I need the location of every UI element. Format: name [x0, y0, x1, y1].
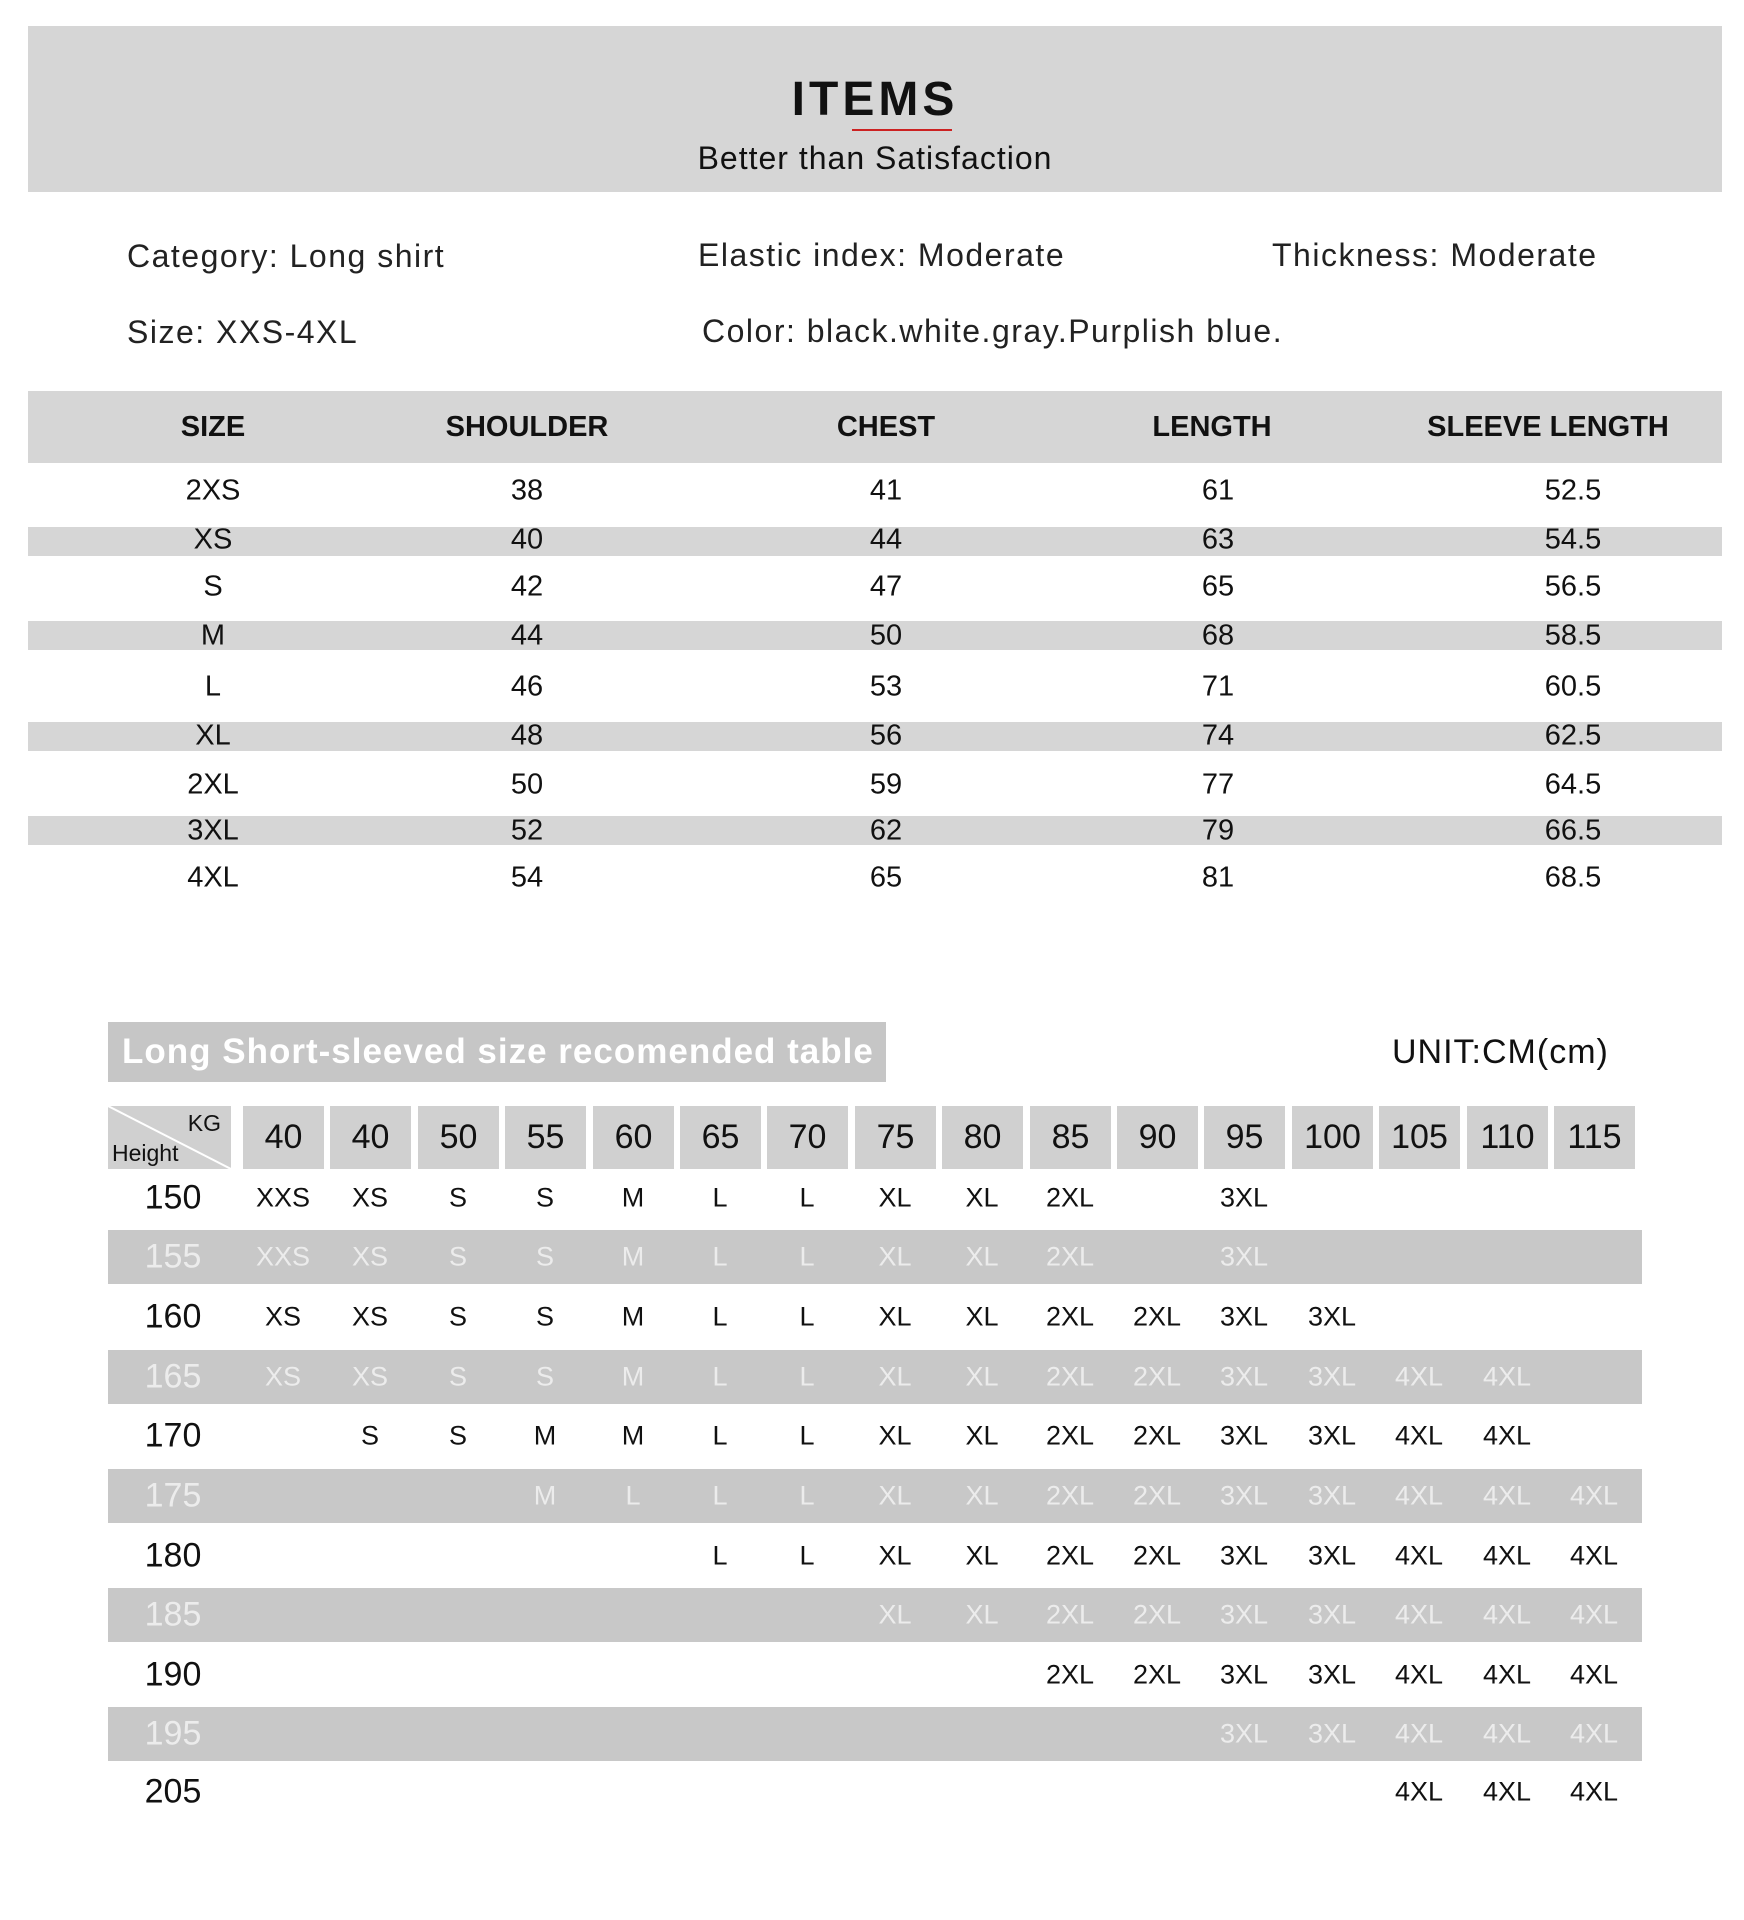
recommended-size-cell: XL — [878, 1480, 912, 1511]
recommended-size-cell: S — [448, 1420, 468, 1451]
recommend-table-title: Long Short-sleeved size recomended table — [122, 1032, 874, 1071]
recommended-size-cell: XL — [965, 1599, 999, 1630]
recommended-size-cell: 4XL — [1394, 1599, 1444, 1630]
measurement-cell: 52 — [510, 814, 544, 847]
recommended-size-cell: 3XL — [1307, 1659, 1357, 1690]
recommended-size-cell: 3XL — [1219, 1480, 1269, 1511]
recommended-size-cell: S — [535, 1241, 555, 1272]
recommended-size-cell: XL — [878, 1241, 912, 1272]
weight-header-cell: 105 — [1379, 1106, 1460, 1169]
measurement-cell: 65 — [1201, 570, 1235, 603]
column-header-length: LENGTH — [1152, 411, 1272, 443]
recommended-size-cell: 4XL — [1394, 1361, 1444, 1392]
recommended-size-cell: 2XL — [1045, 1301, 1095, 1332]
recommended-size-cell: XS — [351, 1241, 389, 1272]
measurement-cell: 71 — [1201, 670, 1235, 703]
recommended-size-cell: 4XL — [1482, 1420, 1532, 1451]
recommended-size-cell: L — [625, 1480, 641, 1511]
recommended-size-cell: 3XL — [1219, 1182, 1269, 1213]
recommended-size-cell: 3XL — [1307, 1599, 1357, 1630]
recommended-size-cell: XL — [878, 1301, 912, 1332]
recommended-size-cell: L — [799, 1420, 815, 1451]
recommended-size-cell: XS — [351, 1361, 389, 1392]
recommended-size-cell: 4XL — [1569, 1776, 1619, 1807]
recommended-size-cell: 3XL — [1307, 1301, 1357, 1332]
weight-header-cell: 85 — [1030, 1106, 1111, 1169]
measurement-cell: 59 — [869, 768, 903, 801]
weight-header-cell: 60 — [593, 1106, 674, 1169]
size-label-cell: 4XL — [187, 861, 239, 894]
height-label-cell: 195 — [144, 1714, 202, 1753]
recommended-size-cell: XL — [965, 1241, 999, 1272]
measurement-cell: 68.5 — [1544, 861, 1602, 894]
measurement-cell: 44 — [510, 619, 544, 652]
recommended-size-cell: 3XL — [1307, 1480, 1357, 1511]
measurement-cell: 41 — [869, 474, 903, 507]
recommended-size-cell: 4XL — [1482, 1480, 1532, 1511]
recommended-size-cell: XL — [965, 1301, 999, 1332]
recommended-size-cell: 4XL — [1482, 1659, 1532, 1690]
recommended-size-cell: L — [712, 1301, 728, 1332]
recommended-size-cell: 4XL — [1394, 1659, 1444, 1690]
measurement-cell: 46 — [510, 670, 544, 703]
measurement-cell: 50 — [869, 619, 903, 652]
unit-label: UNIT:CM(cm) — [1392, 1033, 1609, 1071]
recommended-size-cell: 4XL — [1394, 1420, 1444, 1451]
measurement-cell: 47 — [869, 570, 903, 603]
measurement-cell: 56.5 — [1544, 570, 1602, 603]
weight-header-cell: 55 — [505, 1106, 586, 1169]
recommended-size-cell: L — [712, 1420, 728, 1451]
header-banner — [28, 26, 1722, 192]
recommended-size-cell: 2XL — [1045, 1420, 1095, 1451]
recommended-size-cell: S — [448, 1301, 468, 1332]
recommended-size-cell: S — [535, 1361, 555, 1392]
weight-header-cell: 100 — [1292, 1106, 1373, 1169]
recommended-size-cell: 3XL — [1219, 1420, 1269, 1451]
recommended-size-cell: 3XL — [1219, 1301, 1269, 1332]
recommended-size-cell: M — [621, 1420, 645, 1451]
measurement-cell: 38 — [510, 474, 544, 507]
table-row-stripe — [108, 1230, 1642, 1284]
recommended-size-cell: 2XL — [1132, 1659, 1182, 1690]
recommended-size-cell: 4XL — [1394, 1776, 1444, 1807]
recommend-table-title-tag — [108, 1022, 886, 1082]
recommended-size-cell: L — [799, 1182, 815, 1213]
recommended-size-cell: XS — [264, 1361, 302, 1392]
weight-header-cell: 70 — [767, 1106, 848, 1169]
recommended-size-cell: XL — [878, 1182, 912, 1213]
recommended-size-cell: XL — [965, 1420, 999, 1451]
title-underline — [852, 129, 952, 131]
corner-height-label: Height — [112, 1140, 179, 1166]
measurement-cell: 50 — [510, 768, 544, 801]
size-label-cell: M — [200, 619, 226, 652]
height-label-cell: 175 — [144, 1476, 202, 1515]
measurement-cell: 64.5 — [1544, 768, 1602, 801]
recommended-size-cell: 2XL — [1045, 1182, 1095, 1213]
column-header-sleeve-length: SLEEVE LENGTH — [1427, 411, 1669, 443]
recommended-size-cell: L — [799, 1241, 815, 1272]
recommended-size-cell: 3XL — [1219, 1361, 1269, 1392]
recommended-size-cell: 4XL — [1569, 1599, 1619, 1630]
measurement-cell: 44 — [869, 523, 903, 556]
measurement-cell: 52.5 — [1544, 474, 1602, 507]
measurement-cell: 62 — [869, 814, 903, 847]
recommended-size-cell: 4XL — [1569, 1659, 1619, 1690]
recommended-size-cell: 4XL — [1482, 1599, 1532, 1630]
recommended-size-cell: L — [712, 1241, 728, 1272]
height-label-cell: 170 — [144, 1416, 202, 1455]
recommended-size-cell: 2XL — [1132, 1480, 1182, 1511]
measurement-cell: 54 — [510, 861, 544, 894]
measurement-cell: 68 — [1201, 619, 1235, 652]
recommended-size-cell: L — [712, 1480, 728, 1511]
recommended-size-cell: 2XL — [1132, 1599, 1182, 1630]
recommended-size-cell: 2XL — [1045, 1361, 1095, 1392]
weight-header-cell: 75 — [855, 1106, 936, 1169]
measurement-cell: 66.5 — [1544, 814, 1602, 847]
measurement-cell: 65 — [869, 861, 903, 894]
recommended-size-cell: 4XL — [1394, 1718, 1444, 1749]
recommended-size-cell: 3XL — [1219, 1659, 1269, 1690]
measurement-cell: 61 — [1201, 474, 1235, 507]
recommended-size-cell: 4XL — [1394, 1540, 1444, 1571]
recommended-size-cell: M — [621, 1182, 645, 1213]
recommended-size-cell: XL — [878, 1599, 912, 1630]
recommended-size-cell: S — [448, 1241, 468, 1272]
recommended-size-cell: M — [621, 1361, 645, 1392]
recommended-size-cell: 3XL — [1219, 1599, 1269, 1630]
recommended-size-cell: 3XL — [1219, 1241, 1269, 1272]
measurement-cell: 74 — [1201, 719, 1235, 752]
recommended-size-cell: 2XL — [1132, 1301, 1182, 1332]
recommended-size-cell: L — [712, 1182, 728, 1213]
recommended-size-cell: L — [712, 1361, 728, 1392]
measurement-cell: 79 — [1201, 814, 1235, 847]
recommended-size-cell: XL — [965, 1182, 999, 1213]
recommended-size-cell: 2XL — [1132, 1540, 1182, 1571]
recommended-size-cell: L — [799, 1480, 815, 1511]
column-header-chest: CHEST — [836, 411, 936, 443]
weight-header-cell: 110 — [1467, 1106, 1548, 1169]
weight-header-cell: 65 — [680, 1106, 761, 1169]
recommended-size-cell: 4XL — [1569, 1540, 1619, 1571]
recommended-size-cell: 3XL — [1307, 1420, 1357, 1451]
corner-kg-label: KG — [187, 1110, 221, 1136]
weight-header-cell: 95 — [1204, 1106, 1285, 1169]
recommended-size-cell: 4XL — [1569, 1480, 1619, 1511]
size-label-cell: 2XS — [185, 474, 241, 507]
recommended-size-cell: XXS — [255, 1182, 311, 1213]
weight-header-cell: 80 — [942, 1106, 1023, 1169]
recommended-size-cell: S — [360, 1420, 380, 1451]
weight-header-cell: 90 — [1117, 1106, 1198, 1169]
recommended-size-cell: XS — [264, 1301, 302, 1332]
table-corner-cell — [108, 1106, 231, 1169]
recommended-size-cell: L — [799, 1301, 815, 1332]
height-label-cell: 155 — [144, 1237, 202, 1276]
recommended-size-cell: XS — [351, 1301, 389, 1332]
height-label-cell: 180 — [144, 1536, 202, 1575]
recommended-size-cell: S — [535, 1182, 555, 1213]
recommended-size-cell: S — [448, 1182, 468, 1213]
recommended-size-cell: 2XL — [1045, 1241, 1095, 1272]
height-label-cell: 160 — [144, 1297, 202, 1336]
page-subtitle: Better than Satisfaction — [697, 140, 1053, 176]
recommended-size-cell: S — [448, 1361, 468, 1392]
measurement-cell: 56 — [869, 719, 903, 752]
size-label-cell: 3XL — [187, 814, 239, 847]
info-thickness: Thickness: Moderate — [1272, 237, 1598, 273]
size-label-cell: S — [203, 570, 223, 603]
page-title: ITEMS — [791, 73, 959, 126]
info-size: Size: XXS-4XL — [127, 314, 359, 350]
recommended-size-cell: 3XL — [1219, 1718, 1269, 1749]
height-label-cell: 150 — [144, 1178, 202, 1217]
recommended-size-cell: M — [621, 1241, 645, 1272]
recommended-size-cell: 3XL — [1307, 1718, 1357, 1749]
recommended-size-cell: 4XL — [1482, 1776, 1532, 1807]
recommended-size-cell: 4XL — [1394, 1480, 1444, 1511]
height-label-cell: 185 — [144, 1595, 202, 1634]
recommended-size-cell: 2XL — [1132, 1420, 1182, 1451]
info-color: Color: black.white.gray.Purplish blue. — [702, 313, 1284, 349]
height-label-cell: 190 — [144, 1655, 202, 1694]
weight-header-cell: 40 — [330, 1106, 411, 1169]
measurement-cell: 77 — [1201, 768, 1235, 801]
recommended-size-cell: XL — [878, 1361, 912, 1392]
measurement-cell: 42 — [510, 570, 544, 603]
size-label-cell: XS — [193, 523, 233, 556]
recommended-size-cell: 3XL — [1307, 1361, 1357, 1392]
recommended-size-cell: L — [799, 1540, 815, 1571]
recommended-size-cell: 2XL — [1132, 1361, 1182, 1392]
recommended-size-cell: M — [533, 1420, 557, 1451]
measurement-cell: 54.5 — [1544, 523, 1602, 556]
recommended-size-cell: S — [535, 1301, 555, 1332]
column-header-shoulder: SHOULDER — [445, 411, 609, 443]
recommended-size-cell: XS — [351, 1182, 389, 1213]
size-label-cell: XL — [195, 719, 231, 752]
info-category: Category: Long shirt — [127, 238, 446, 274]
measurement-cell: 58.5 — [1544, 619, 1602, 652]
size-label-cell: L — [204, 670, 222, 703]
measurement-cell: 60.5 — [1544, 670, 1602, 703]
recommended-size-cell: 2XL — [1045, 1659, 1095, 1690]
recommended-size-cell: 2XL — [1045, 1480, 1095, 1511]
recommended-size-cell: 4XL — [1482, 1361, 1532, 1392]
recommended-size-cell: XL — [878, 1420, 912, 1451]
recommended-size-cell: XL — [965, 1480, 999, 1511]
recommended-size-cell: M — [533, 1480, 557, 1511]
weight-header-cell: 40 — [243, 1106, 324, 1169]
recommended-size-cell: 4XL — [1482, 1718, 1532, 1749]
recommended-size-cell: 2XL — [1045, 1540, 1095, 1571]
measurement-cell: 63 — [1201, 523, 1235, 556]
weight-header-cell: 50 — [418, 1106, 499, 1169]
column-header-size: SIZE — [180, 411, 246, 443]
height-label-cell: 205 — [144, 1772, 202, 1811]
recommended-size-cell: 4XL — [1482, 1540, 1532, 1571]
size-label-cell: 2XL — [187, 768, 239, 801]
measurement-cell: 40 — [510, 523, 544, 556]
recommended-size-cell: XL — [878, 1540, 912, 1571]
recommended-size-cell: M — [621, 1301, 645, 1332]
recommended-size-cell: 3XL — [1307, 1540, 1357, 1571]
measurement-cell: 81 — [1201, 861, 1235, 894]
recommended-size-cell: 4XL — [1569, 1718, 1619, 1749]
recommended-size-cell: XXS — [255, 1241, 311, 1272]
recommended-size-cell: XL — [965, 1361, 999, 1392]
recommended-size-cell: XL — [965, 1540, 999, 1571]
recommended-size-cell: L — [712, 1540, 728, 1571]
measurement-cell: 48 — [510, 719, 544, 752]
recommended-size-cell: 3XL — [1219, 1540, 1269, 1571]
measurement-cell: 53 — [869, 670, 903, 703]
info-elastic-index: Elastic index: Moderate — [698, 237, 1066, 273]
weight-header-cell: 115 — [1554, 1106, 1635, 1169]
recommended-size-cell: 2XL — [1045, 1599, 1095, 1630]
measurement-cell: 62.5 — [1544, 719, 1602, 752]
recommended-size-cell: L — [799, 1361, 815, 1392]
height-label-cell: 165 — [144, 1357, 202, 1396]
